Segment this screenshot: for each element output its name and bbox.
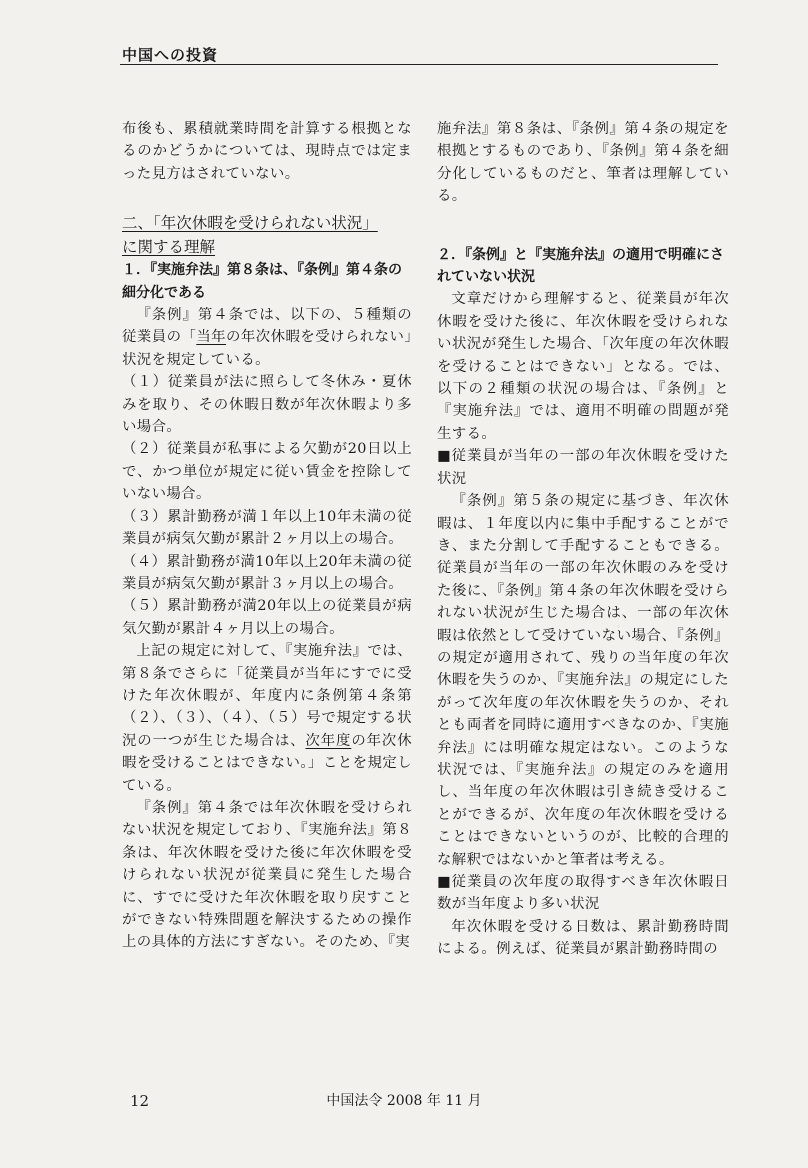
paragraph-article4-a: 『条例』第４条では、以下の、５種類の従業員の「 bbox=[122, 307, 412, 346]
bullet-heading-more-days: ■従業員の次年度の取得すべき年次休暇日数が当年度より多い状況 bbox=[437, 874, 729, 913]
publication-footer: 中国法令 2008 年 11 月 bbox=[326, 1093, 482, 1109]
section-heading bbox=[122, 211, 412, 259]
paragraph-article8-b: の年次休暇を受けることはできない。」ことを規定している。 bbox=[122, 732, 412, 794]
section-heading-line2: に関する理解 bbox=[122, 238, 216, 257]
paragraph-more-days: 年次休暇を受ける日数は、累計勤務時間による。例えば、従業員が累計勤務時間の bbox=[437, 918, 729, 958]
underlined-current-year: 当年 bbox=[196, 329, 227, 346]
paragraph-article4-b: の年次休暇を受けられない」状況を規定している。 bbox=[122, 329, 412, 368]
paragraph-article8 bbox=[122, 640, 412, 797]
header-title: 中国への投資 bbox=[122, 46, 219, 64]
paragraph-interpretation: 『条例』第４条では年次休暇を受けられない状況を規定しており、『実施弁法』第８条は、年次休暇を受けた後に年次休暇を受けられない状況が従業員に発生した場合に、すでに受けた年次休暇を取り戻すことができない特殊問題を解決するための操作上の具体的方法にすぎない。そのため、『実 bbox=[122, 799, 412, 951]
left-continuation-paragraph: 布後も、累積就業時間を計算する根拠となるのかどうかについては、現時点では定まった見方はされていない。 bbox=[122, 121, 412, 182]
right-column bbox=[437, 118, 729, 961]
paragraph-article8-a: 上記の規定に対して、『実施弁法』では、第８条でさらに「従業員が当年にすでに受けた年次休暇が、年度内に条例第４条第（２）、（３）、（４）、（５）号で規定する状況の一つが生じた場合は、 bbox=[122, 643, 412, 749]
paragraph-article4 bbox=[122, 304, 412, 371]
underlined-next-year: 次年度 bbox=[305, 732, 352, 749]
right-continuation-paragraph: 施弁法』第８条は、『条例』第４条の規定を根拠とするものであり、『条例』第４条を細分化しているものだと、筆者は理解している。 bbox=[437, 121, 729, 205]
paragraph-partial-leave: 『条例』第５条の規定に基づき、年次休暇は、１年度以内に集中手配することができ、また分割して手配することもできる。従業員が当年の一部の年次休暇のみを受けた後に、『条例』第４条の年次休暇を受けられない状況が生じた場合は、一部の年次休暇は依然として受けていない場合、『条例』の規定が適用されて、残りの当年度の年次休暇を失うのか、『実施弁法』の規定にしたがって次年度の年次休暇を失うのか、それとも両者を同時に適用すべきなのか、『実施弁法』には明確な規定はない。このような状況では、『実施弁法』の規定のみを適用し、当年度の年次休暇は引き続き受けることができるが、次年度の年次休暇を受けることはできないというのが、比較的合理的な解釈ではないかと筆者は考える。 bbox=[437, 493, 729, 868]
bullet-heading-partial-leave: ■従業員が当年の一部の年次休暇を受けた状況 bbox=[437, 448, 729, 487]
list-item-4: （４）累計勤務が満10年以上20年未満の従業員が病気欠勤が累計３ヶ月以上の場合。 bbox=[122, 553, 412, 592]
left-column bbox=[122, 118, 412, 954]
subsection-heading-1: １．『実施弁法』第８条は、『条例』第４条の細分化である bbox=[122, 262, 402, 301]
list-item-2: （２）従業員が私事による欠勤が20日以上で、かつ単位が規定に従い賃金を控除していない場合。 bbox=[122, 441, 412, 503]
list-item-5: （５）累計勤務が満20年以上の従業員が病気欠勤が累計４ヶ月以上の場合。 bbox=[122, 598, 412, 637]
list-item-3: （３）累計勤務が満１年以上10年未満の従業員が病気欠勤が累計２ヶ月以上の場合。 bbox=[122, 508, 412, 548]
paragraph-literal-reading: 文章だけから理解すると、従業員が年次休暇を受けた後に、年次休暇を受けられない状況が発生した場合、「次年度の年次休暇を受けることはできない」となる。では、以下の２種類の状況の場合は、『条例』と『実施弁法』では、適用不明確の問題が発生する。 bbox=[437, 291, 729, 442]
running-header bbox=[120, 40, 718, 65]
section-heading-line1: 二、「年次休暇を受けられない状況」 bbox=[122, 214, 378, 233]
list-item-1: （１）従業員が法に照らして冬休み・夏休みを取り、その休暇日数が年次休暇より多い場合。 bbox=[122, 374, 412, 436]
subsection-heading-2: ２．『条例』と『実施弁法』の適用で明確にされていない状況 bbox=[437, 246, 724, 286]
page-number: 12 bbox=[130, 1092, 150, 1110]
